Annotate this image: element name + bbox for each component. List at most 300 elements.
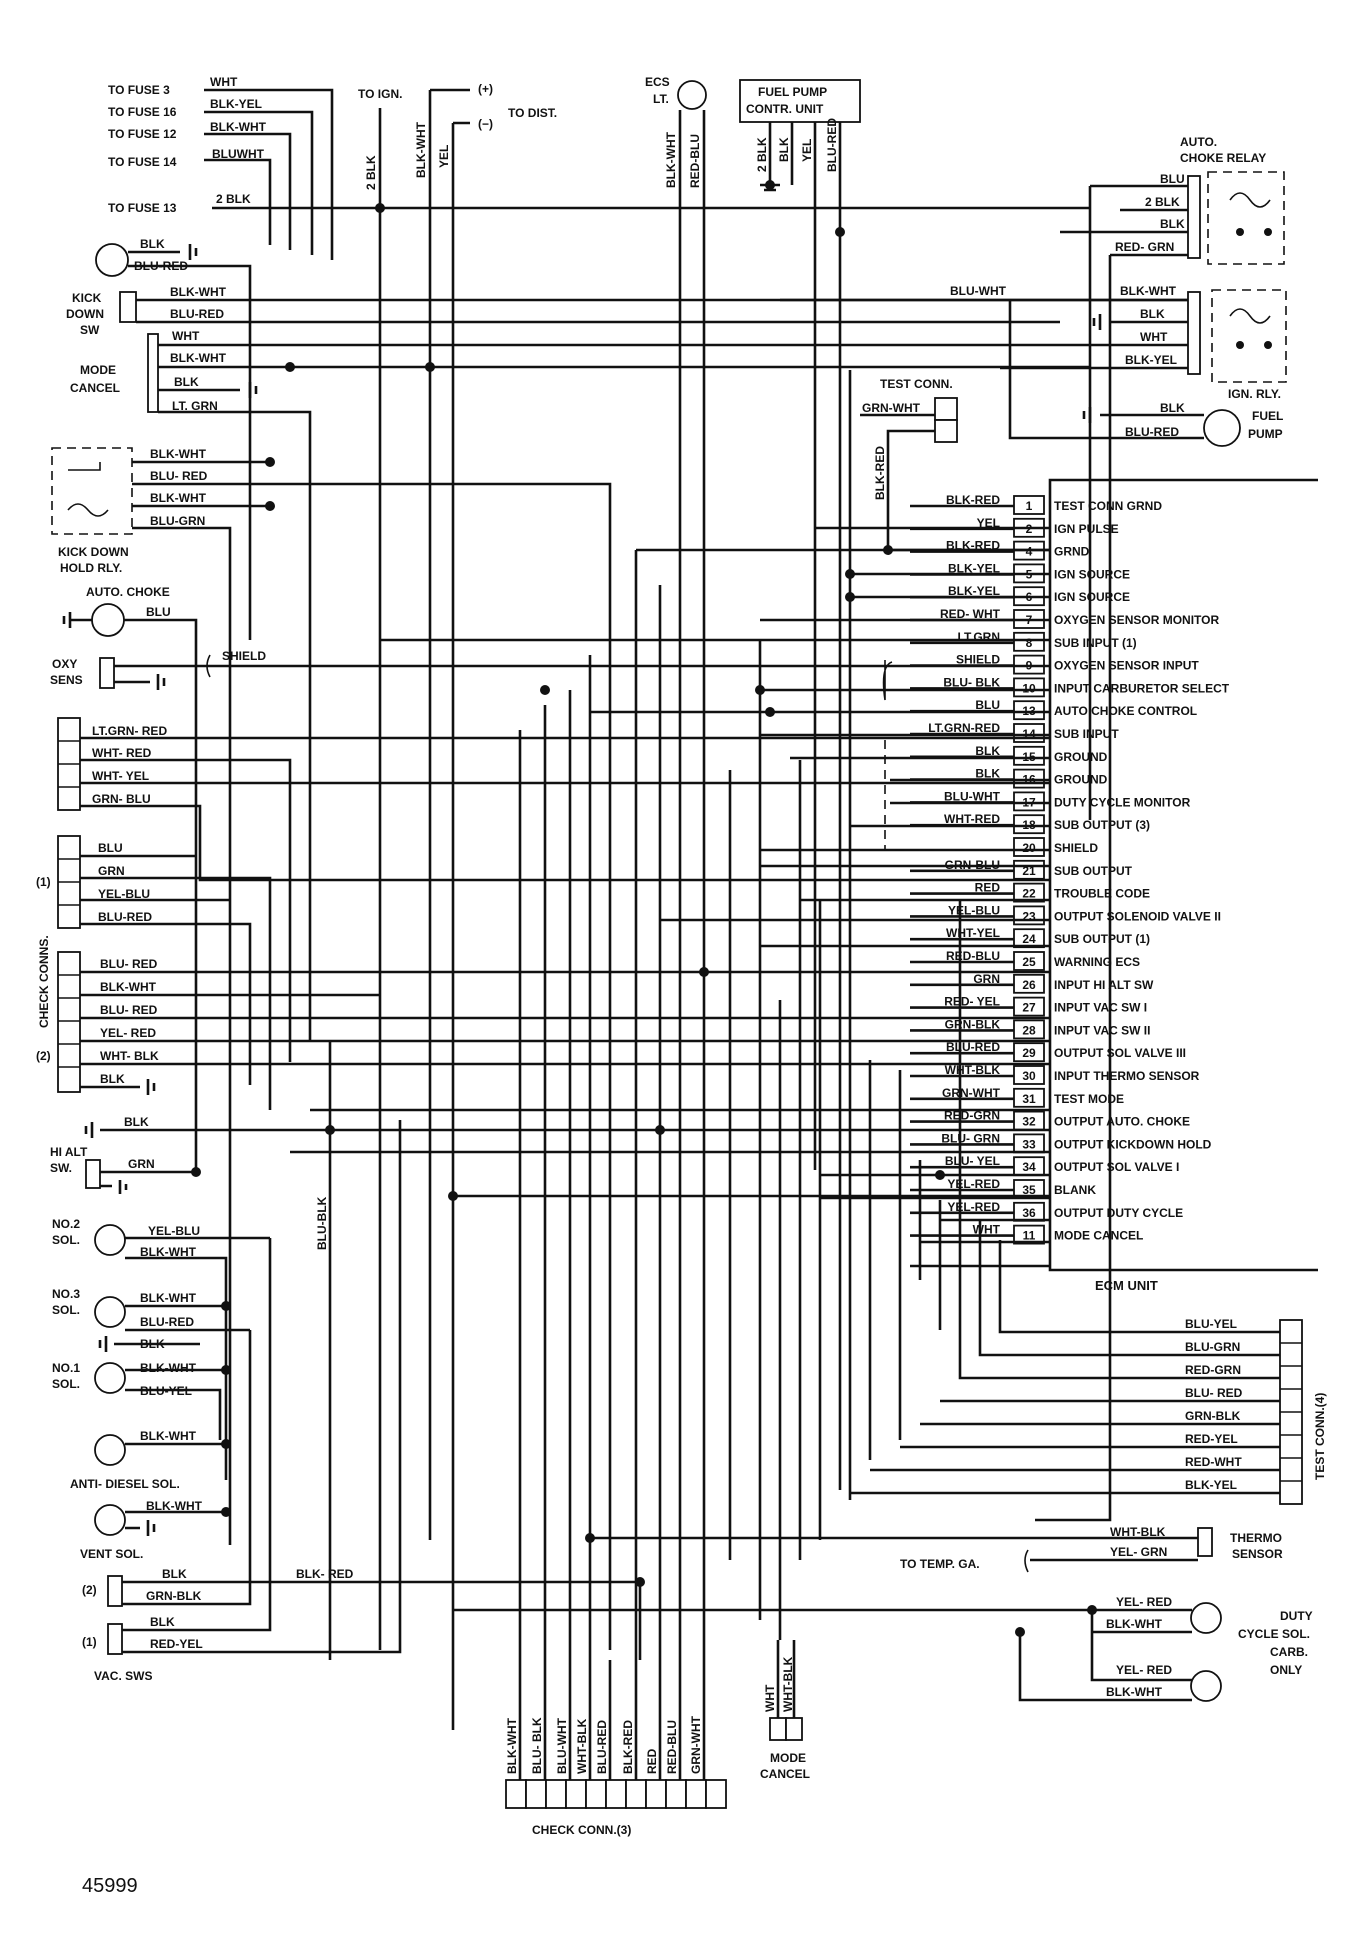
ecm-pin-function: OUTPUT SOL VALVE III: [1054, 1046, 1187, 1061]
ecs-wire-blkwht: BLK-WHT: [664, 132, 678, 188]
ecm-pin-number: 27: [1022, 1000, 1036, 1015]
thermo-title-2: SENSOR: [1232, 1547, 1283, 1561]
ecm-pin-number: 21: [1022, 863, 1036, 878]
no1-sol-wire-blkwht: BLK-WHT: [140, 1361, 196, 1375]
vac-sw-blkred: BLK- RED: [296, 1567, 354, 1581]
no3-sol-wire-2: BLU-RED: [140, 1315, 194, 1329]
acr-title-1: AUTO.: [1180, 135, 1218, 149]
cc2-wire-5: WHT- BLK: [100, 1049, 159, 1063]
ecm-pin-number: 14: [1022, 727, 1036, 741]
check-conn-3-cell: [506, 1780, 526, 1808]
ecm-pin-wire: WHT: [972, 1222, 1000, 1237]
ecm-pin-function: OXYGEN SENSOR MONITOR: [1054, 613, 1220, 627]
ecm-pin-wire: GRN-BLU: [944, 857, 1000, 872]
ecm-pin-function: AUTO CHOKE CONTROL: [1054, 704, 1198, 719]
vac-sw2-wire-blk: BLK: [162, 1567, 187, 1581]
kick-down-sw-title-1: KICK: [72, 291, 102, 305]
kick-down-sw-wire-blkwht: BLK-WHT: [170, 285, 226, 299]
fuel-pump-wire-blured: BLU-RED: [1125, 425, 1179, 439]
ecm-pin-wire: YEL-BLU: [948, 903, 1000, 918]
ecm-pin-function: WARNING ECS: [1054, 955, 1141, 969]
tc4-wire-7: RED-WHT: [1185, 1455, 1242, 1469]
ecm-pin-row: [910, 858, 1133, 879]
ign-relay-coil-icon: [1230, 309, 1270, 323]
cc1-wire-3: YEL-BLU: [98, 887, 150, 901]
ecm-pin-number: 1: [1025, 499, 1033, 513]
cc-top-wire-4: GRN- BLU: [92, 792, 151, 806]
hi-alt-title-2: SW.: [50, 1161, 73, 1175]
no1-sol-title-1: NO.1: [52, 1361, 81, 1375]
cc2-wire-3: BLU- RED: [100, 1003, 158, 1017]
oxy-sens-title-2: SENS: [50, 673, 83, 687]
no2-sol-wire-1: YEL-BLU: [148, 1224, 200, 1238]
ecm-pin-wire: WHT-RED: [944, 812, 1000, 827]
thermo-sensor: [590, 1525, 1283, 1572]
ecm-pin-row: [910, 1040, 1186, 1061]
dc-wire-2: BLK-WHT: [1106, 1617, 1162, 1631]
check-conn-3-wire-label: GRN-WHT: [689, 1716, 703, 1774]
lamp-wire-blured: BLU-RED: [134, 259, 188, 273]
check-conn-3-title: CHECK CONN.(3): [532, 1823, 632, 1837]
tc4-wire-4: BLU- RED: [1185, 1386, 1243, 1400]
ecm-pin-wire: SHIELD: [955, 652, 1000, 667]
ecm-pin-row: [910, 1063, 1200, 1084]
check-conn-3-wire-label: BLK-WHT: [505, 1718, 519, 1774]
minus-label: (−): [478, 117, 493, 131]
hi-alt-title-1: HI ALT: [50, 1145, 88, 1159]
no2-sol-icon: [95, 1225, 125, 1255]
ecm-pin-function: INPUT CARBURETOR SELECT: [1054, 681, 1230, 696]
cc-top-wire-2: WHT- RED: [92, 746, 152, 760]
mode-cancel-bottom: [760, 1640, 810, 1781]
ecm-pin-function: DUTY CYCLE MONITOR: [1054, 795, 1191, 810]
ecm-pin-wire: BLU- YEL: [944, 1154, 1000, 1169]
fpcu-wire-blk: BLK: [777, 137, 791, 162]
check-conn-3-cell: [586, 1780, 606, 1808]
ecm-pin-function: INPUT THERMO SENSOR: [1054, 1069, 1200, 1083]
kdh-wire-3: BLK-WHT: [150, 491, 206, 505]
duty-cycle-sol-2-icon: [1191, 1671, 1221, 1701]
cc2-wire-2: BLK-WHT: [100, 980, 156, 994]
ecm-pin-wire: BLK-YEL: [948, 584, 1000, 599]
ecm-pin-wire: RED: [974, 880, 1000, 895]
cc2-wire-1: BLU- RED: [100, 957, 158, 971]
ecm-pin-row: [910, 584, 1130, 605]
ecm-pin-wire: BLK-YEL: [948, 561, 1000, 576]
acr-coil-icon: [1230, 193, 1270, 207]
kdh-relay-title-1: KICK DOWN: [58, 545, 129, 559]
ecm-pin-function: SUB OUTPUT (3): [1054, 818, 1150, 833]
check-conns-label: CHECK CONNS.: [37, 935, 51, 1028]
fuse-14-wire: BLUWHT: [212, 147, 264, 161]
ecm-pin-number: 15: [1022, 749, 1036, 764]
fpcu-wire-2blk: 2 BLK: [755, 137, 769, 172]
check-conn-3-cell: [706, 1780, 726, 1808]
ecm-pin-function: OXYGEN SENSOR INPUT: [1054, 658, 1199, 673]
ecs-label-1: ECS: [645, 75, 670, 89]
check-conn-3-wire-label: BLU- BLK: [530, 1717, 544, 1774]
test-conn-4-title: TEST CONN.(4): [1313, 1392, 1327, 1480]
blu-blk-vertical: BLU-BLK: [315, 1196, 329, 1250]
tc4-wire-6: RED-YEL: [1185, 1432, 1238, 1446]
fpcu-wire-blured: BLU-RED: [825, 118, 839, 172]
ecm-pin-function: OUTPUT SOL VALVE I: [1054, 1160, 1180, 1175]
ecm-pin-row: [910, 926, 1150, 947]
ecm-pin-function: TEST CONN GRND: [1054, 499, 1162, 513]
ecm-pin-wire: YEL-RED: [947, 1199, 1000, 1214]
fpcu-label-1: FUEL PUMP: [758, 85, 828, 99]
thermo-wire-2: YEL- GRN: [1110, 1545, 1168, 1559]
dc-wire-4: BLK-WHT: [1106, 1685, 1162, 1699]
ecm-pin-number: 23: [1022, 909, 1036, 924]
ecm-pin-function: MODE CANCEL: [1054, 1228, 1144, 1243]
vac-sw2-wire-grnblk: GRN-BLK: [146, 1589, 202, 1603]
ign-dist-feed: [358, 82, 557, 1730]
ecm-pin-wire: GRN-WHT: [942, 1085, 1000, 1100]
ecm-pin-row: [910, 607, 1219, 628]
ecm-pin-number: 4: [1025, 544, 1033, 559]
ecm-pin-row: [910, 698, 1197, 719]
check-conn-3-wire-labels: [505, 1715, 703, 1774]
cc2-mark: (2): [36, 1049, 51, 1063]
kdh-relay-title-2: HOLD RLY.: [60, 561, 123, 575]
fuse-14-label: TO FUSE 14: [108, 155, 177, 169]
ecm-pin-number: 2: [1025, 521, 1033, 536]
hi-alt-wire-blk: BLK: [124, 1115, 149, 1129]
to-ign-label: TO IGN.: [358, 87, 403, 101]
thermo-title-1: THERMO: [1230, 1531, 1282, 1545]
ecm-pin-row: [910, 995, 1147, 1016]
ecs-label-2: LT.: [653, 92, 669, 106]
check-conn-3: [505, 1660, 726, 1837]
tc4-wire-2: BLU-GRN: [1185, 1340, 1241, 1354]
ecm-pin-function: INPUT HI ALT SW: [1054, 977, 1154, 992]
ign-relay: [150, 284, 1286, 401]
ecm-pin-function: BLANK: [1054, 1183, 1096, 1197]
cc1-wire-4: BLU-RED: [98, 910, 152, 924]
dc-title-4: ONLY: [1270, 1663, 1303, 1677]
no2-sol-wire-2: BLK-WHT: [140, 1245, 196, 1259]
ecm-pin-function: OUTPUT SOLENOID VALVE II: [1054, 909, 1221, 924]
tc4-wire-3: RED-GRN: [1185, 1363, 1241, 1377]
check-conn-3-cell: [606, 1780, 626, 1808]
acr-wire-blk: BLK: [1160, 217, 1185, 231]
to-temp-ga: TO TEMP. GA.: [900, 1557, 980, 1571]
thermo-wire-1: WHT-BLK: [1110, 1525, 1166, 1539]
fuse-3-wire: WHT: [210, 75, 238, 89]
lamp-icon: [96, 244, 128, 276]
harness-wires: [290, 528, 1050, 1660]
ecm-pin-wire: BLK-RED: [946, 493, 1000, 507]
kdh-wire-2: BLU- RED: [150, 469, 208, 483]
mode-cancel-wire-wht: WHT: [172, 329, 200, 343]
ecm-pin-wire: BLU-RED: [946, 1040, 1000, 1055]
acr-wire-blu: BLU: [1160, 172, 1185, 186]
ecm-pin-wire: BLU: [975, 698, 1000, 713]
no1-sol-icon: [95, 1363, 125, 1393]
anti-diesel-wire: BLK-WHT: [140, 1429, 196, 1443]
fuel-pump-wire-blk: BLK: [1160, 401, 1185, 415]
ecm-pin-wire: RED-GRN: [944, 1108, 1000, 1123]
mode-cancel-wire-ltgrn: LT. GRN: [172, 399, 218, 413]
ecm-pin-number: 13: [1022, 704, 1036, 719]
mode-cancel-wire-blk: BLK: [174, 375, 199, 389]
ecm-pin-function: INPUT VAC SW II: [1054, 1023, 1151, 1038]
plus-label: (+): [478, 82, 493, 96]
ecm-pin-wire: YEL: [976, 515, 1000, 530]
acr-wire-redgrn: RED- GRN: [1115, 240, 1175, 254]
ecm-pin-number: 32: [1022, 1114, 1036, 1129]
ign-relay-title: IGN. RLY.: [1228, 387, 1281, 401]
ecm-pin-row: [910, 1223, 1143, 1244]
ecm-pin-row: [910, 1017, 1150, 1038]
ecm-pin-number: 33: [1022, 1137, 1036, 1152]
fuse-16-wire: BLK-YEL: [210, 97, 262, 111]
no3-sol-title-1: NO.3: [52, 1287, 81, 1301]
anti-diesel-title: ANTI- DIESEL SOL.: [70, 1477, 180, 1491]
anti-diesel-icon: [95, 1435, 125, 1465]
vac-sw1-wire-redyel: RED-YEL: [150, 1637, 203, 1651]
ecm-pin-row: [910, 653, 1199, 674]
ecm-pin-number: 10: [1022, 681, 1036, 696]
fuse-3-label: TO FUSE 3: [108, 83, 170, 97]
ecm-pin-wire: BLK: [975, 743, 1000, 758]
vac-sw1-wire-blk: BLK: [150, 1615, 175, 1629]
ecm-pin-wire: BLK: [975, 766, 1000, 781]
duty-cycle-sol-1-icon: [1191, 1603, 1221, 1633]
thermo-sensor-icon: [1198, 1528, 1212, 1556]
ign-relay-wire-blkwht: BLK-WHT: [1120, 284, 1176, 298]
ecm-pin-function: TEST MODE: [1054, 1091, 1125, 1106]
ecm-pin-number: 9: [1025, 658, 1033, 673]
mc-bottom-wire-wht: WHT: [763, 1684, 777, 1712]
cc1-wire-2: GRN: [98, 864, 125, 878]
acr-title-2: CHOKE RELAY: [1180, 151, 1267, 165]
no3-sol-wire-1: BLK-WHT: [140, 1291, 196, 1305]
no1-sol-wire-bluyel: BLU-YEL: [140, 1384, 192, 1398]
ign-wire-blkwht: BLK-WHT: [414, 122, 428, 178]
ecm-pin-function: OUTPUT AUTO. CHOKE: [1054, 1114, 1191, 1129]
ecm-unit: [910, 480, 1318, 1293]
auto-choke-icon: [92, 604, 124, 636]
ecm-unit-title: ECM UNIT: [1095, 1278, 1158, 1293]
auto-choke-title: AUTO. CHOKE: [86, 585, 170, 599]
ecm-pin-function: GROUND: [1054, 772, 1108, 787]
test-conn-wire-blkred: BLK-RED: [873, 446, 887, 500]
cc2-wire-6: BLK: [100, 1072, 125, 1086]
ign-relay-wire-wht: WHT: [1140, 330, 1168, 344]
fuse-feeds: [108, 75, 1090, 260]
no1-sol-wire-blk: BLK: [140, 1337, 165, 1351]
dc-title-2: CYCLE SOL.: [1238, 1627, 1311, 1641]
to-dist-label: TO DIST.: [508, 106, 558, 120]
ecm-pin-number: 11: [1022, 1228, 1036, 1243]
acr-wire-2blk: 2 BLK: [1145, 195, 1180, 209]
ecm-pin-function: SUB OUTPUT: [1054, 863, 1132, 878]
ecm-pin-number: 36: [1022, 1205, 1036, 1220]
ecm-pin-number: 26: [1022, 977, 1036, 992]
ecm-pin-number: 34: [1022, 1160, 1036, 1175]
check-conn-3-cell: [686, 1780, 706, 1808]
no1-sol-title-2: SOL.: [52, 1377, 81, 1391]
check-conn-3-cell: [646, 1780, 666, 1808]
ecm-pin-number: 18: [1022, 818, 1036, 833]
ecm-pin-number: 7: [1025, 613, 1033, 627]
ecm-pin-wire: YEL-RED: [947, 1177, 1000, 1191]
ecm-pin-number: 25: [1022, 955, 1036, 969]
ign-relay-wire-bluwht: BLU-WHT: [950, 284, 1006, 298]
fuse-13-wire: 2 BLK: [216, 192, 251, 206]
ecm-pin-wire: BLU-WHT: [944, 789, 1000, 804]
ecm-pin-wire: LT.GRN: [957, 629, 1000, 644]
ecs-light: [645, 75, 706, 1660]
ecm-pin-wire: WHT-BLK: [944, 1063, 1000, 1077]
hi-alt-wire-grn: GRN: [128, 1157, 155, 1171]
ecm-pin-number: 8: [1025, 635, 1033, 650]
vent-sol-icon: [95, 1505, 125, 1535]
fpcu-wire-yel: YEL: [800, 138, 814, 162]
tc4-wire-5: GRN-BLK: [1185, 1409, 1241, 1423]
ign-wire-2blk: 2 BLK: [364, 155, 378, 190]
ecm-pin-number: 6: [1025, 590, 1033, 605]
ecm-pin-wire: RED-BLU: [946, 949, 1000, 963]
ign-relay-wire-blkyel: BLK-YEL: [1125, 353, 1177, 367]
check-conn-3-cell: [626, 1780, 646, 1808]
check-conn-3-wire-label: RED: [645, 1748, 659, 1774]
ecm-pin-function: SUB INPUT: [1054, 727, 1119, 741]
ecm-pin-number: 35: [1022, 1183, 1036, 1197]
ecm-pin-function: OUTPUT KICKDOWN HOLD: [1054, 1137, 1212, 1152]
ecm-pin-wire: RED- WHT: [940, 607, 1000, 621]
ecm-pin-function: SUB INPUT (1): [1054, 635, 1137, 650]
mode-cancel-wire-blkwht: BLK-WHT: [170, 351, 226, 365]
lamp-wire-blk: BLK: [140, 237, 165, 251]
ecm-pin-number: 29: [1022, 1046, 1036, 1061]
no2-sol-title-1: NO.2: [52, 1217, 81, 1231]
dc-title-1: DUTY: [1280, 1609, 1313, 1623]
ecs-wire-redblu: RED-BLU: [688, 134, 702, 188]
ecm-pin-function: GRND: [1054, 544, 1090, 559]
ecm-pin-number: 30: [1022, 1069, 1036, 1083]
kdh-wire-4: BLU-GRN: [150, 514, 206, 528]
ecm-pin-function: IGN SOURCE: [1054, 567, 1131, 582]
ecm-pin-wire: BLK-RED: [946, 538, 1000, 553]
cc-top-wire-3: WHT- YEL: [92, 769, 150, 783]
ign-relay-wire-blk: BLK: [1140, 307, 1165, 321]
ecm-pin-row: [910, 1154, 1179, 1175]
fuse-13-label: TO FUSE 13: [108, 201, 177, 215]
check-conn-3-wire-label: WHT-BLK: [575, 1718, 589, 1774]
test-conn-wire-grnwht: GRN-WHT: [862, 401, 920, 415]
fpcu-label-2: CONTR. UNIT: [746, 102, 824, 116]
ecm-pin-number: 17: [1022, 795, 1036, 810]
oxy-sens-wire-shield: SHIELD: [222, 649, 267, 663]
vac-sw2-mark: (2): [82, 1583, 97, 1597]
ecm-pin-row: [910, 493, 1162, 514]
fuel-pump-title-2: PUMP: [1248, 427, 1283, 441]
ecm-pin-function: SUB OUTPUT (1): [1054, 932, 1150, 947]
figure-number: 45999: [82, 1875, 138, 1897]
check-conn-3-cell: [526, 1780, 546, 1808]
ecm-pin-row: [910, 1200, 1183, 1221]
ecm-pin-row: [910, 767, 1108, 788]
ecm-pin-function: OUTPUT DUTY CYCLE: [1054, 1205, 1184, 1220]
vac-sw1-mark: (1): [82, 1635, 97, 1649]
ecm-pin-function: IGN SOURCE: [1054, 590, 1131, 605]
vent-sol-title: VENT SOL.: [80, 1547, 144, 1561]
ecm-pin-row: [910, 1086, 1124, 1107]
ecm-pin-row: [910, 1131, 1212, 1152]
mc-bottom-title-2: CANCEL: [760, 1767, 810, 1781]
no3-sol-title-2: SOL.: [52, 1303, 81, 1317]
auto-choke-wire: BLU: [146, 605, 171, 619]
ecs-lamp-icon: [678, 81, 706, 109]
check-conn-3-cell: [566, 1780, 586, 1808]
ecm-pin-number: 22: [1022, 886, 1036, 901]
kdh-wire-1: BLK-WHT: [150, 447, 206, 461]
dc-title-3: CARB.: [1270, 1645, 1308, 1659]
ecm-pin-row: [910, 881, 1150, 902]
oxy-sens-title-1: OXY: [52, 657, 78, 671]
ecm-pin-function: SHIELD: [1054, 841, 1099, 855]
check-conn-3-cells: [506, 1780, 726, 1808]
ecm-pin-function: IGN PULSE: [1054, 521, 1119, 536]
mc-bottom-title-1: MODE: [770, 1751, 806, 1765]
cc1-mark: (1): [36, 875, 51, 889]
ecm-pin-row: [1014, 838, 1098, 856]
check-conn-3-cell: [666, 1780, 686, 1808]
ecm-pin-number: 24: [1022, 932, 1036, 947]
ecm-pin-row: [910, 949, 1140, 970]
no2-sol-title-2: SOL.: [52, 1233, 81, 1247]
fuel-pump-title-1: FUEL: [1252, 409, 1284, 423]
check-conn-3-wire-label: RED-BLU: [665, 1720, 679, 1774]
no3-sol-icon: [95, 1297, 125, 1327]
fuse-12-label: TO FUSE 12: [108, 127, 177, 141]
cc2-wire-4: YEL- RED: [100, 1026, 157, 1040]
cc-top-wire-1: LT.GRN- RED: [92, 724, 168, 738]
vent-sol-wire: BLK-WHT: [146, 1499, 202, 1513]
kick-down-sw-wire-blured: BLU-RED: [170, 307, 224, 321]
fuel-pump-icon: [1204, 410, 1240, 446]
mc-bottom-wire-whtblk: WHT-BLK: [781, 1656, 795, 1712]
test-conn: [850, 370, 957, 1500]
tc4-wire-8: BLK-YEL: [1185, 1478, 1237, 1492]
ecm-pin-wire: GRN: [973, 971, 1000, 986]
kick-down-sw-title-2: DOWN: [66, 307, 104, 321]
check-conn-3-cell: [546, 1780, 566, 1808]
ecm-pin-wire: LT.GRN-RED: [928, 721, 1000, 735]
ecm-pin-number: 5: [1025, 567, 1033, 582]
ecm-pin-number: 31: [1022, 1091, 1036, 1106]
ecm-pin-wire: BLU- BLK: [943, 675, 1000, 690]
ecm-pin-row: [910, 516, 1119, 537]
test-conn-title: TEST CONN.: [880, 377, 953, 391]
check-conn-3-wire-label: BLU-WHT: [555, 1718, 569, 1774]
duty-cycle-sol: [453, 1595, 1313, 1701]
dc-wire-3: YEL- RED: [1116, 1663, 1173, 1677]
ecm-pin-function: INPUT VAC SW I: [1054, 1000, 1148, 1015]
ecm-pin-row: [910, 812, 1150, 833]
vac-sws-title: VAC. SWS: [94, 1669, 153, 1683]
ecm-pin-number: 16: [1022, 772, 1036, 787]
ecm-pin-wire: BLU- GRN: [941, 1131, 1000, 1146]
fuse-16-label: TO FUSE 16: [108, 105, 177, 119]
ecm-pin-wire: RED- YEL: [944, 994, 1000, 1009]
fuse-12-wire: BLK-WHT: [210, 120, 266, 134]
kdh-coil-icon: [68, 462, 108, 516]
kick-down-sw-title-3: SW: [80, 323, 100, 337]
